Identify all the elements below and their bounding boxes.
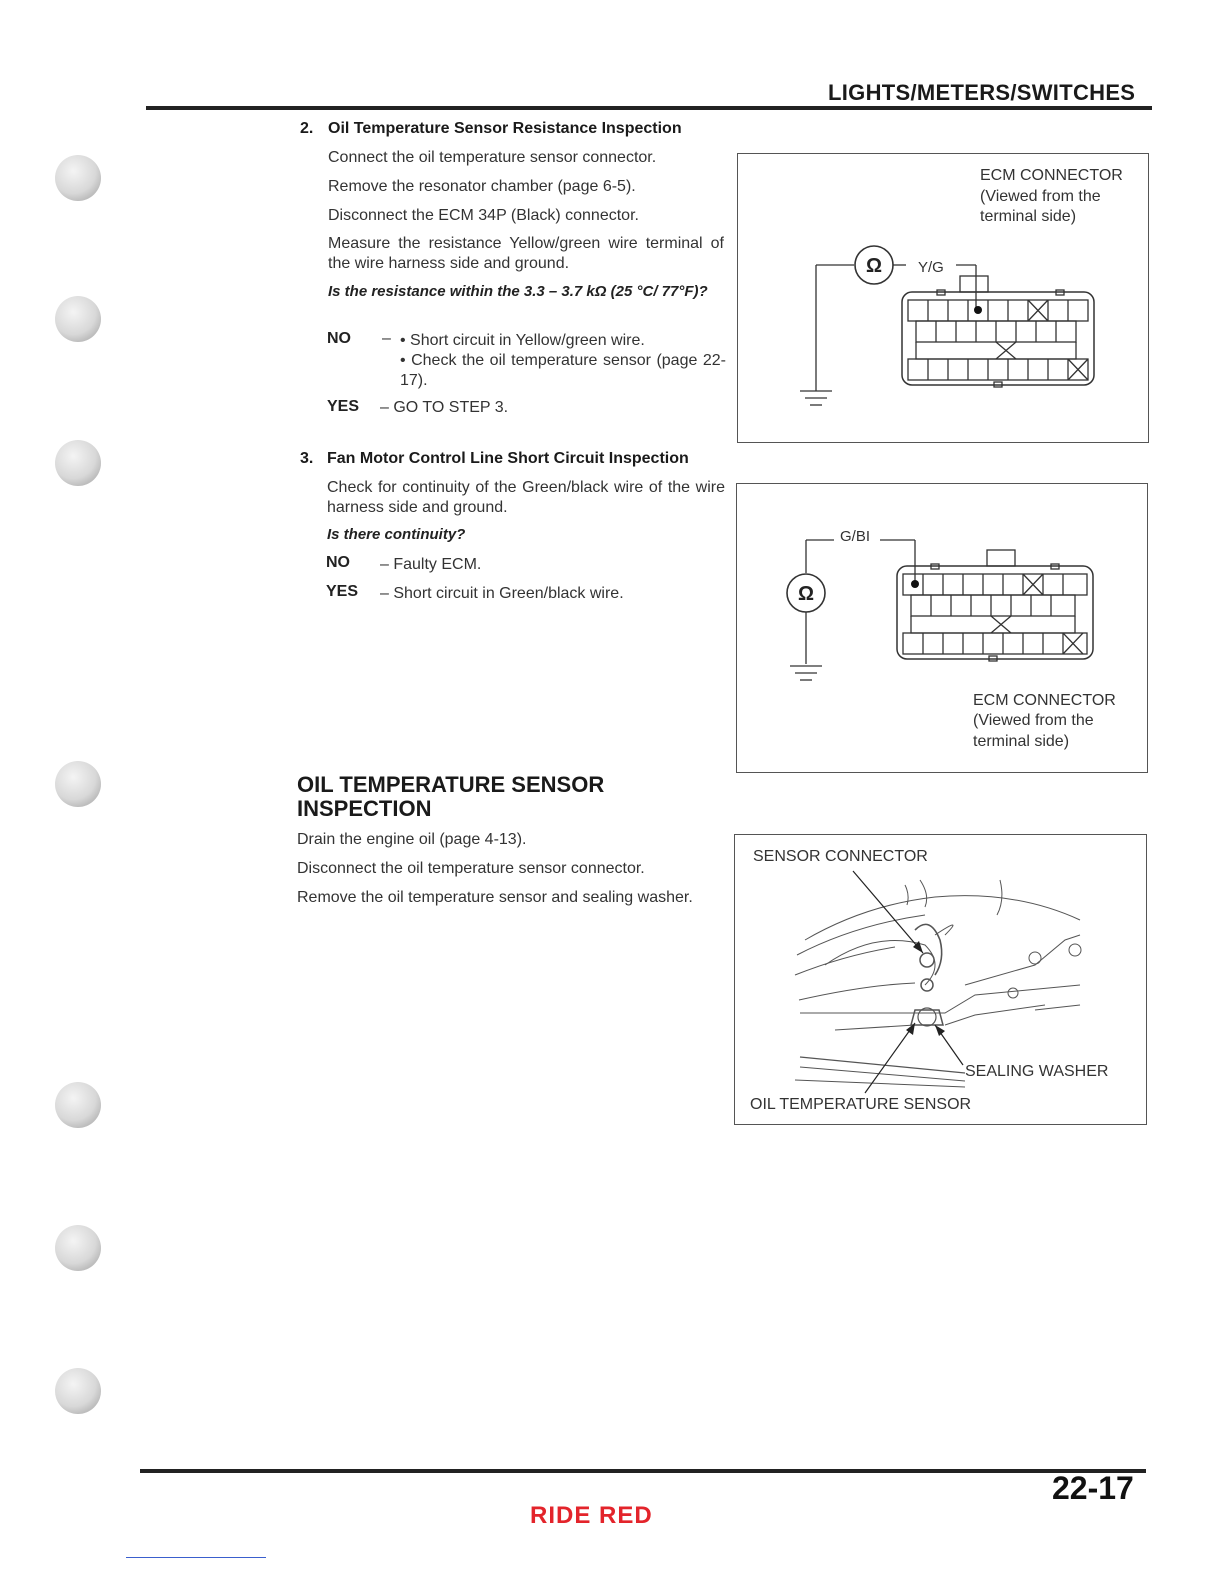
section-remove: Remove the oil temperature sensor and sealing washer. xyxy=(297,889,693,906)
step2-line: Remove the resonator chamber (page 6-5). xyxy=(328,178,636,195)
step2-question: Is the resistance within the 3.3 – 3.7 kΩ (25 °C/ 77°F)? xyxy=(328,283,708,300)
fig2-caption: ECM CONNECTOR xyxy=(973,692,1116,709)
step2-measure: Measure the resistance Yellow/green wire terminal of the wire harness side and ground. xyxy=(328,235,724,272)
oil-temp-sensor-part xyxy=(911,1010,943,1025)
step3-no-text: – Faulty ECM. xyxy=(380,556,482,573)
step3-number: 3. xyxy=(300,450,314,467)
step2-yes-label: YES xyxy=(327,398,360,415)
sensor-wire xyxy=(935,925,953,935)
step2-no-item: • Short circuit in Yellow/green wire. xyxy=(400,332,645,349)
frame-line xyxy=(795,1080,965,1087)
step3-no-label: NO xyxy=(326,554,350,571)
ohm-symbol: Ω xyxy=(797,583,815,605)
sensor-connector-part xyxy=(920,953,934,967)
unused-terminal xyxy=(1023,574,1043,595)
terminal-dividers xyxy=(936,321,1056,342)
unused-terminal xyxy=(991,616,1011,633)
terminal-row xyxy=(908,359,1088,380)
connector-latch xyxy=(960,276,988,292)
bolt-icon xyxy=(1008,988,1018,998)
terminal-dividers xyxy=(923,574,1063,595)
engine-case-line xyxy=(799,983,915,1000)
step3-title: Fan Motor Control Line Short Circuit Inspection xyxy=(327,450,689,467)
terminal-row xyxy=(916,342,1076,359)
binder-hole xyxy=(55,440,101,486)
section-line: Drain the engine oil (page 4-13). xyxy=(297,831,527,848)
ohm-symbol: Ω xyxy=(865,255,883,277)
label-sensor-connector: SENSOR CONNECTOR xyxy=(753,848,928,865)
unused-terminal xyxy=(1063,633,1083,654)
engine-case-line xyxy=(835,1025,915,1030)
step2-line: Disconnect the ECM 34P (Black) connector. xyxy=(328,207,639,224)
engine-case-line xyxy=(797,915,925,955)
header-rule xyxy=(146,106,1152,110)
page-number: 22-17 xyxy=(1052,1470,1134,1506)
leader-line xyxy=(865,1023,915,1093)
unused-terminal xyxy=(1068,359,1088,380)
connector-latch xyxy=(987,550,1015,566)
link-underline xyxy=(126,1557,266,1558)
terminal-dividers xyxy=(928,359,1068,380)
step2-no-label: NO xyxy=(327,330,351,347)
terminal-dividers xyxy=(923,633,1063,654)
section-title xyxy=(297,773,604,821)
bolt-icon xyxy=(1069,944,1081,956)
terminal-dividers xyxy=(931,595,1051,616)
section-title-line: INSPECTION xyxy=(297,796,432,821)
fig1-diagram xyxy=(738,154,1148,442)
binder-hole xyxy=(55,1225,101,1271)
step2-line: Connect the oil temperature sensor connector. xyxy=(328,149,657,166)
step2-yes-text: – GO TO STEP 3. xyxy=(380,399,509,416)
step2-number: 2. xyxy=(300,120,314,137)
frame-line xyxy=(800,1057,965,1073)
step3-question: Is there continuity? xyxy=(327,526,466,543)
probe-point xyxy=(911,580,919,588)
fig1-caption: (Viewed from the xyxy=(980,188,1101,205)
connector-outline xyxy=(902,292,1094,385)
bolt-icon xyxy=(1029,952,1041,964)
oil-temperature-sensor-figure xyxy=(734,834,1147,1125)
terminal-dividers xyxy=(928,300,1068,321)
label-oil-temperature-sensor: OIL TEMPERATURE SENSOR xyxy=(750,1096,972,1113)
step3-yes-label: YES xyxy=(326,583,359,600)
fig1-caption: terminal side) xyxy=(980,208,1077,225)
binder-hole xyxy=(55,1368,101,1414)
footer-rule xyxy=(140,1469,1146,1473)
binder-hole xyxy=(55,761,101,807)
ecm-connector-figure-2 xyxy=(736,483,1148,773)
step3-yes-text: – Short circuit in Green/black wire. xyxy=(380,585,624,602)
ecm-connector-figure-1 xyxy=(737,153,1149,443)
binder-hole xyxy=(55,296,101,342)
engine-detail xyxy=(905,880,1002,915)
unused-terminal xyxy=(996,342,1016,359)
step3-check: Check for continuity of the Green/black wire of the wire harness side and ground. xyxy=(327,479,725,516)
terminal-row xyxy=(908,300,1088,321)
wire-label-gbl: G/BI xyxy=(840,528,871,545)
sensor-body xyxy=(921,979,933,991)
fig2-caption: terminal side) xyxy=(973,733,1070,750)
engine-case-line xyxy=(800,985,1080,1013)
probe-point xyxy=(974,306,982,314)
section-line: Disconnect the oil temperature sensor connector. xyxy=(297,860,645,877)
terminal-row xyxy=(903,574,1087,595)
section-title-line: OIL TEMPERATURE SENSOR xyxy=(297,772,605,797)
engine-case-line xyxy=(795,947,895,975)
label-sealing-washer: SEALING WASHER xyxy=(965,1063,1109,1080)
section-header-title: LIGHTS/METERS/SWITCHES xyxy=(828,80,1136,105)
fig1-caption: ECM CONNECTOR xyxy=(980,167,1123,184)
engine-case-line xyxy=(945,1005,1045,1025)
step2-title: Oil Temperature Sensor Resistance Inspection xyxy=(328,120,682,137)
step2-no-dash: – xyxy=(382,330,391,347)
arrow-head xyxy=(935,1025,945,1036)
fig2-caption: (Viewed from the xyxy=(973,712,1094,729)
brand-logo: RIDE RED xyxy=(530,1502,653,1529)
engine-case-line xyxy=(965,935,1080,985)
unused-terminal xyxy=(1028,300,1048,321)
binder-hole xyxy=(55,155,101,201)
terminal-row xyxy=(903,633,1087,654)
step2-no-item: • Check the oil temperature sensor (page 22-17). xyxy=(400,352,726,389)
wire-label-yg: Y/G xyxy=(918,259,944,276)
binder-hole xyxy=(55,1082,101,1128)
